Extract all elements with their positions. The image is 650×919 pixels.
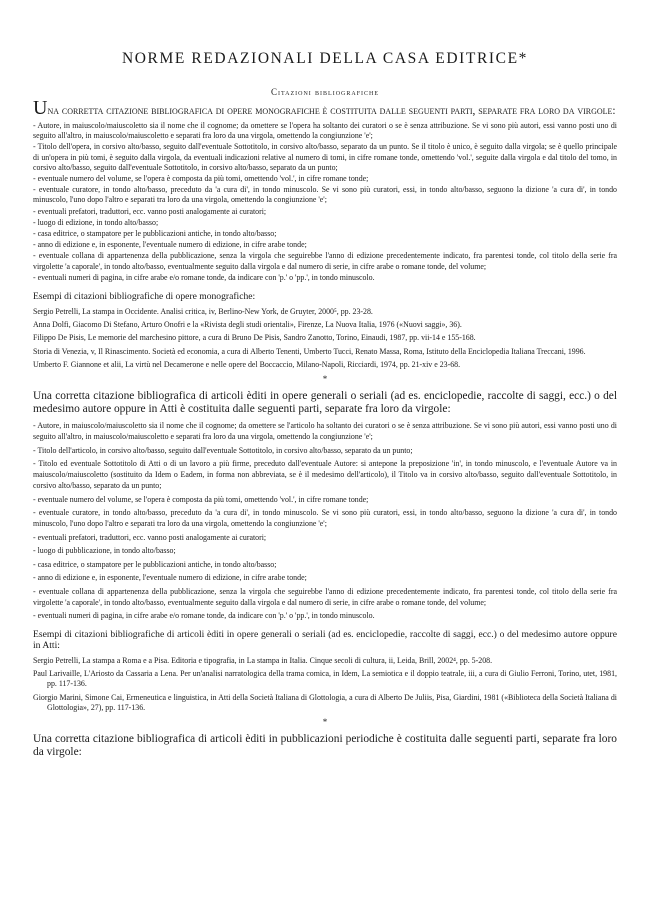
articles-section <box>33 390 617 713</box>
citation-example: Filippo De Pisis, Le memorie del marchesino pittore, a cura di Bruno De Pisis, Sandro Zanotto, Torino, Einaudi, 1987, pp. vii-14 e 155-168. <box>33 333 476 343</box>
rule-item: - eventuale numero del volume, se l'opera è composta da più tomi, omettendo 'vol.', in cifre romane tonde; <box>33 494 369 504</box>
periodicals-section <box>33 733 617 759</box>
section-subtitle: Citazioni bibliografiche <box>270 87 380 97</box>
rule-item: - anno di edizione e, in esponente, l'eventuale numero di edizione, in cifre arabe tonde; <box>33 573 307 583</box>
rule-item: - Autore, in maiuscolo/maiuscoletto sia il nome che il cognome; da omettere se l'opera ha soltanto dei curatori o se è senza attribuzione. Se vi sono più autori, essi vanno posti uno di seguito all'altro, in maiuscolo/maiuscoletto e separati fra loro da una virgola, omettendo la congiunzione 'e'; <box>33 121 617 141</box>
rule-item: - Autore, in maiuscolo/maiuscoletto sia il nome che il cognome; da omettere se l'articolo ha soltanto dei curatori o se è senza attribuzione. Se vi sono più autori, essi vanno posti uno di seguito all'altro, in maiuscolo/maiuscoletto e separati fra loro da una virgola, omettendo la congiunzione 'e'; <box>33 421 617 442</box>
rule-item: - luogo di edizione, in tondo alto/basso; <box>33 217 159 227</box>
rule-item: - casa editrice, o stampatore per le pubblicazioni antiche, in tondo alto/basso; <box>33 559 277 569</box>
rule-item: - eventuale curatore, in tondo alto/basso, preceduto da 'a cura di', in tondo minuscolo. Se vi sono più curatori, essi, in tondo alto/basso, seguono la dizione 'a cura di', in tondo minuscolo, l'uno dopo l'altro e separati tra loro da una virgola, omettendo la congiunzione 'e'; <box>33 508 617 529</box>
rule-item: - anno di edizione e, in esponente, l'eventuale numero di edizione, in cifre arabe tonde; <box>33 240 307 250</box>
section-separator: * <box>322 374 328 385</box>
periodicals-intro: Una corretta citazione bibliografica di articoli èditi in pubblicazioni periodiche è costituita dalle seguenti parti, separate fra loro da virgole: <box>33 733 617 759</box>
rule-item: - eventuali numeri di pagina, in cifre arabe e/o romane tonde, da indicare con 'p.' o 'pp.', in tondo minuscolo. <box>33 272 375 282</box>
document-body <box>33 97 617 762</box>
rule-item: - luogo di pubblicazione, in tondo alto/basso; <box>33 546 176 556</box>
intro-text: na corretta citazione bibliografica di opere monografiche è costituita dalle seguenti parti, separate fra loro da virgole: <box>47 105 616 117</box>
citation-example: Sergio Petrelli, La stampa in Occidente. Analisi critica, iv, Berlino-New York, de Gruyter, 2000⁵, pp. 23-28. <box>33 307 373 317</box>
articles-intro: Una corretta citazione bibliografica di articoli èditi in opere generali o seriali (ad es. enciclopedie, raccolte di saggi, ecc.) o del medesimo autore oppure in Atti è costituita dalle seguenti parti, separate fra loro da virgole: <box>33 390 617 416</box>
section-separator: * <box>322 717 328 728</box>
page-title: NORME REDAZIONALI DELLA CASA EDITRICE* <box>121 50 529 67</box>
rule-item: - Titolo dell'articolo, in corsivo alto/basso, seguito dall'eventuale Sottotitolo, in corsivo alto/basso, separato da un punto; <box>33 445 413 455</box>
rule-item: - eventuale numero del volume, se l'opera è composta da più tomi, omettendo 'vol.', in cifre romane tonde; <box>33 174 369 184</box>
citation-example: Paul Larivaille, L'Ariosto da Cassaria a Lena. Per un'analisi narratologica della trama comica, in Idem, La semiotica e il doppio teatrale, iii, a cura di Giulio Ferroni, Torino, utet, 1981, pp. 117-136. <box>33 669 617 689</box>
drop-cap: U <box>33 97 48 119</box>
rule-item: - eventuali prefatori, traduttori, ecc. vanno posti analogamente ai curatori; <box>33 532 267 542</box>
citation-example: Umberto F. Giannone et alii, La virtù nel Decamerone e nelle opere del Boccaccio, Milano-Napoli, Ricciardi, 1974, pp. 21-xiv e 23-68. <box>33 359 461 369</box>
citation-example: Sergio Petrelli, La stampa a Roma e a Pisa. Editoria e tipografia, in La stampa in Italia. Cinque secoli di cultura, ii, Leida, Brill, 2002⁴, pp. 5-208. <box>33 656 493 666</box>
rule-item: - eventuali prefatori, traduttori, ecc. vanno posti analogamente ai curatori; <box>33 206 267 216</box>
rule-item: - eventuale collana di appartenenza della pubblicazione, senza la virgola che seguirebbe l'anno di edizione precedentemente indicato, fra parentesi tonde, col titolo della serie fra virgolette 'a caporale', in tondo alto/basso, eventualmente seguito dalla virgola e dal numero di serie, in cifre arabe o romane tonde, del volume; <box>33 586 617 607</box>
monographs-intro <box>33 97 617 119</box>
rule-item: - Titolo dell'opera, in corsivo alto/basso, seguito dall'eventuale Sottotitolo, in corsivo alto/basso, separato da un punto. Se il titolo è unico, è seguito dalla virgola; se è quello principale di un'opera in più tomi, è seguito dalla virgola, da eventuali indicazioni relative al numero di tomi, in cifre romane tonde, omettendo 'vol.', seguite dalla virgola e dal titolo del tomo, in corsivo alto/basso, seguito dall'eventuale Sottotitolo, in corsivo alto/basso, separato da un punto; <box>33 142 617 172</box>
examples-heading: Esempi di citazioni bibliografiche di opere monografiche: <box>33 291 256 303</box>
citation-example: Storia di Venezia, v, Il Rinascimento. Società ed economia, a cura di Alberto Tenenti, Umberto Tucci, Renato Massa, Roma, Istituto della Enciclopedia Italiana Treccani, 1996. <box>33 346 586 356</box>
rule-item: - Titolo ed eventuale Sottotitolo di Atti o di un lavoro a più firme, preceduto dall'eventuale Autore: si antepone la preposizione 'in', in tondo minuscolo, e l'eventuale Autore va in maiuscolo/maiuscoletto (sostituito da Idem o Eadem, in forma non abbreviata, se è il medesimo dell'articolo), il Titolo va in corsivo alto/basso, seguito dall'eventuale Sottotitolo, in corsivo alto/basso, separato da un punto; <box>33 459 617 491</box>
citation-example: Anna Dolfi, Giacomo Di Stefano, Arturo Onofri e la «Rivista degli studi orientali», Firenze, La Nuova Italia, 1976 («Nuovi saggi», 36). <box>33 320 462 330</box>
rule-item: - eventuale collana di appartenenza della pubblicazione, senza la virgola che seguirebbe l'anno di edizione precedentemente indicato, fra parentesi tonde, col titolo della serie fra virgolette 'a caporale', in tondo alto/basso, eventualmente seguito dalla virgola e dal numero di serie, in cifre arabe o romane tonde, del volume; <box>33 251 617 271</box>
monographs-section <box>33 97 617 370</box>
rule-item: - eventuale curatore, in tondo alto/basso, preceduto da 'a cura di', in tondo minuscolo. Se vi sono più curatori, essi, in tondo alto/basso, seguono la dizione 'a cura di', in tondo minuscolo, l'uno dopo l'altro e separati tra loro da una virgola, omettendo la congiunzione 'e'; <box>33 185 617 205</box>
examples-heading: Esempi di citazioni bibliografiche di articoli èditi in opere generali o seriali (ad es. enciclopedie, raccolte di saggi, ecc.) o del medesimo autore oppure in Atti: <box>33 629 617 652</box>
citation-example: Giorgio Marini, Simone Cai, Ermeneutica e linguistica, in Atti della Società Italiana di Glottologia, a cura di Alberto De Juliis, Pisa, Giardini, 1981 («Biblioteca della Società Italiana di Glottologia», 27), pp. 117-136. <box>33 692 617 712</box>
rule-item: - eventuali numeri di pagina, in cifre arabe e/o romane tonde, da indicare con 'p.' o 'pp.', in tondo minuscolo. <box>33 611 375 621</box>
rule-item: - casa editrice, o stampatore per le pubblicazioni antiche, in tondo alto/basso; <box>33 229 277 239</box>
